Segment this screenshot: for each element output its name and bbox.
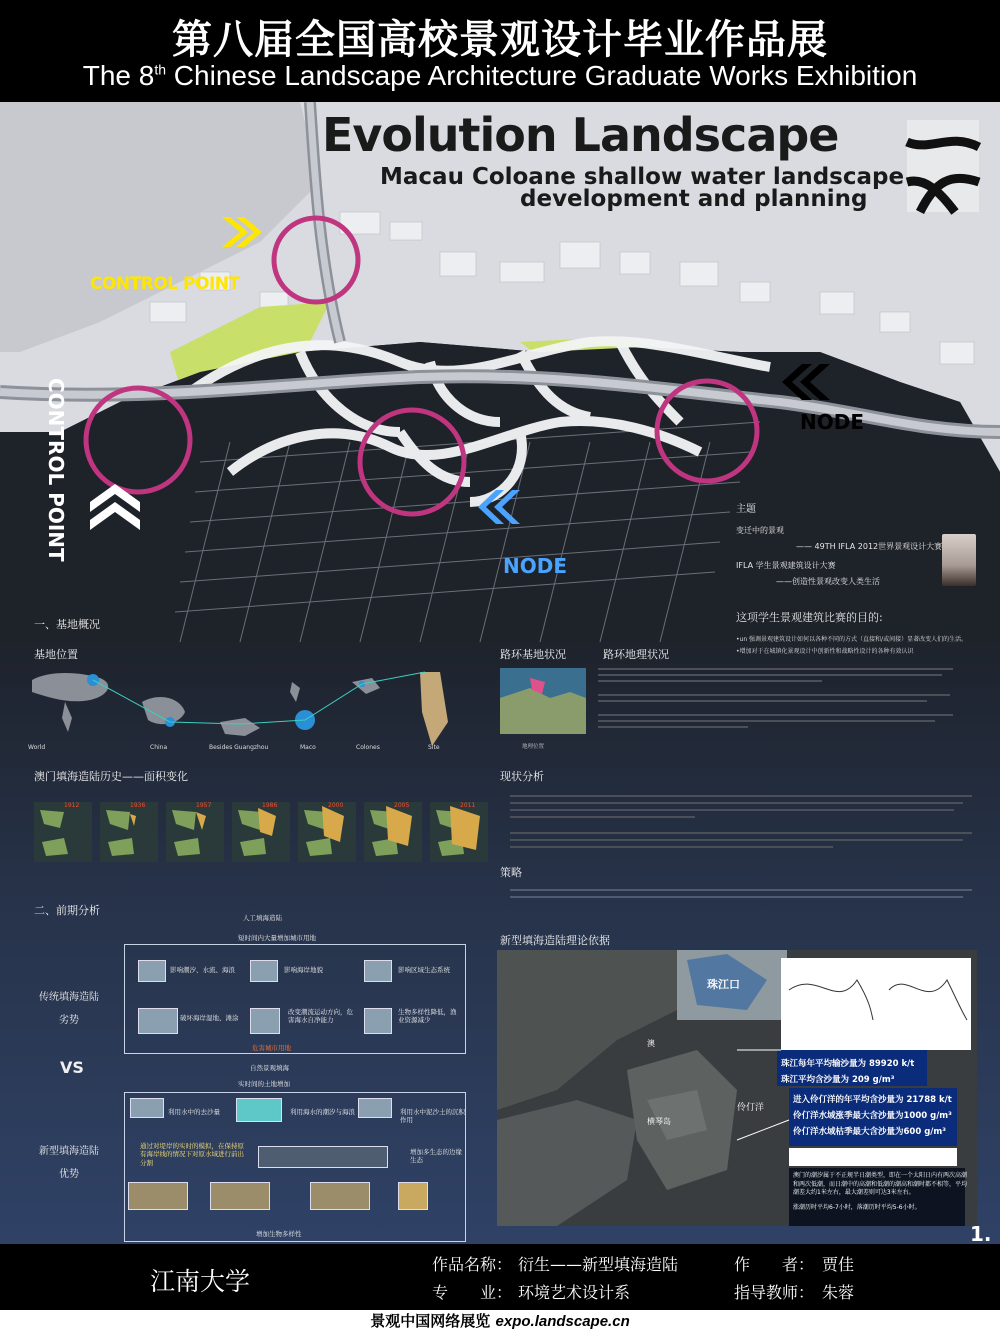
flow-mid: 短时间内大量增加城市用地 [238,934,316,942]
pros-thumb [236,1098,282,1122]
theme-item1-award: —— 49TH IFLA 2012世界景观设计大赛 [796,542,943,551]
control-point-label-top: CONTROL POINT [90,274,240,294]
theme-item2-sub: ——创造性景观改变人类生活 [776,577,880,586]
exhibition-title-en: The 8th Chinese Landscape Architecture Graduate Works Exhibition [82,60,918,91]
pros-thumb [358,1098,392,1118]
page-number: 1. [970,1222,992,1244]
pros-item: 利用水中泥沙土的沉积作用 [400,1108,465,1125]
major: 环境艺术设计系 [518,1283,631,1302]
project-subtitle-line2: development and planning [520,186,868,212]
theme-item2: IFLA 学生景观建筑设计大赛 [736,561,836,570]
pros-long: 通过对堤岸的实时的模拟，在保持原有海岸线的情况下对原水域进行前出分割 [140,1142,244,1167]
site-footer-url[interactable]: expo.landscape.cn [495,1313,630,1330]
pros-thumb [398,1182,428,1210]
control-point-label-side: CONTROL POINT [44,378,68,562]
site-aerial-map [500,668,586,734]
pros-bottom: 增加生物多样性 [256,1230,302,1238]
project-title: Evolution Landscape [322,108,839,162]
nat-label: 自然景观填海 [250,1064,289,1072]
theme-item1: 变迁中的景观 [736,526,784,535]
cons-item: 影响区域生态系统 [398,966,450,974]
footer-band [0,1244,1000,1310]
theme-goal: 这项学生景观建筑比赛的目的: [736,611,883,624]
pros-label: 新型填海造陆 优势 [39,1146,99,1180]
history-year: 1957 [196,802,212,809]
map-label-china: China [150,744,168,751]
geo-text-block [598,664,972,754]
map-label-colones: Colones [356,744,380,751]
history-year: 1912 [64,802,80,809]
pros-thumb [210,1182,270,1210]
work-name: 衍生——新型填海造陆 [518,1255,679,1274]
author-label: 作 者： [734,1255,815,1274]
pros-thumb [310,1182,370,1210]
pros-item: 利用海水的潮汐与海浪 [290,1108,355,1116]
pros-thumb [130,1098,164,1118]
section1-heading: 一、基地概况 [34,618,100,631]
project-subtitle-line1: Macau Coloane shallow water landscape [380,164,905,190]
poster-body [0,102,1000,1244]
history-heading: 澳门填海造陆历史——面积变化 [34,770,188,783]
realtime-label: 实时间的土地增加 [238,1080,290,1088]
work-name-label: 作品名称： [432,1255,513,1274]
sea-label-top: 澳 [647,1039,655,1048]
status-text-block [510,790,972,853]
node-label-right: NODE [800,410,865,434]
danger-label: 危害城市用地 [252,1044,291,1052]
road-geo-heading: 路环地理状况 [603,648,669,661]
header-band [0,0,1000,102]
pros-thumb [128,1182,188,1210]
history-year: 2000 [328,802,344,809]
tide-note: 澳门的潮汐属于不正规半日潮类型，即在一个太阳日内有两次高潮和两次低潮，而日潮中的高潮和低潮的潮高和潮时都不相等，平均潮差大约1米左右，最大潮差则可达3米左右。 涨潮历时平均6-7小时，落潮历时平均5-6小时。 [793,1172,968,1212]
site-location-heading: 基地位置 [34,648,78,661]
pearl-mouth-label: 珠江口 [707,978,740,991]
author-avatar [942,534,976,586]
major-label: 专 业： [432,1283,513,1302]
cons-item: 改变潮流运动方向，危害海水自净能力 [288,1008,353,1025]
map-label-maco: Maco [300,744,316,751]
history-map [166,802,224,862]
theme-box [736,500,976,656]
theory-heading: 新型填海造陆理论依据 [500,934,610,947]
cons-label: 传统填海造陆 劣势 [39,992,99,1026]
site-footer [0,1310,1000,1333]
map-label-guangzhou: Besides Guangzhou [209,744,269,751]
section2-heading: 二、前期分析 [34,904,100,917]
author-name: 贾佳 [822,1255,855,1274]
pros-item: 利用水中的去沙量 [168,1108,220,1116]
cons-item: 影响潮汐、水流、海浪 [170,966,235,974]
pros-right: 增加多生态的边缘生态 [410,1148,462,1165]
cons-thumb [138,1008,178,1034]
road-site-heading: 路环基地状况 [500,648,566,661]
theory-satellite-image [497,950,977,1226]
sediment-stats-2: 进入伶仃洋的年平均含沙量为 21788 k/t 伶仃洋水域涨季最大含沙量为1000 g/m³ 伶仃洋水域枯季最大含沙量为600 g/m³ [793,1095,952,1138]
node-label-bottom: NODE [503,554,568,578]
exhibition-title-cn: 第八届全国高校景观设计毕业作品展 [172,17,828,63]
map-label-world: World [28,744,46,751]
history-map [364,802,422,862]
strategy-text-block [510,884,972,903]
pros-strip [258,1146,388,1168]
history-year: 1936 [130,802,146,809]
sediment-stats-1: 珠江每年平均输沙量为 89920 k/t 珠江平均含沙量为 209 g/m³ [781,1059,915,1086]
history-map [430,802,488,862]
flow-top: 人工填海造陆 [243,914,282,922]
cons-item: 影响海岸地貌 [284,966,323,974]
status-heading: 现状分析 [500,770,544,783]
cons-thumb [364,960,392,982]
theme-bullet1: •un 强调景观建筑设计如何以各种不同的方式（直接和/或间接）显著改变人们的生活。 [736,636,968,643]
cons-thumb [138,960,166,982]
history-year: 2011 [460,802,476,809]
cons-thumb [250,960,278,982]
history-map [34,802,92,862]
cons-thumb [364,1008,392,1034]
map-caption: 地理位置 [522,744,545,750]
vs-label: VS [60,1058,84,1077]
cons-box [124,944,466,1054]
advisor-name: 朱蓉 [822,1283,855,1302]
history-map [100,802,158,862]
cons-item: 生物多样性降低，渔业资源减少 [398,1008,457,1025]
theme-heading: 主题 [736,504,756,515]
map-label-site: Site [428,744,440,751]
strategy-heading: 策略 [500,866,522,879]
advisor-label: 指导教师： [734,1283,815,1302]
cons-thumb [250,1008,280,1034]
history-year: 2005 [394,802,410,809]
school-name: 江南大学 [150,1267,251,1296]
cons-item: 破坏海岸湿地、滩涂 [180,1014,239,1022]
history-map [232,802,290,862]
island-label: 横琴岛 [647,1117,671,1126]
history-map [298,802,356,862]
history-year: 1986 [262,802,278,809]
theme-bullet2: •增加对于在城镇化景观设计中创新性和战略性设计的各种有效认识 [736,647,914,655]
site-footer-cn: 景观中国网络展览 [370,1312,491,1330]
sea-label: 伶仃洋 [737,1103,765,1113]
